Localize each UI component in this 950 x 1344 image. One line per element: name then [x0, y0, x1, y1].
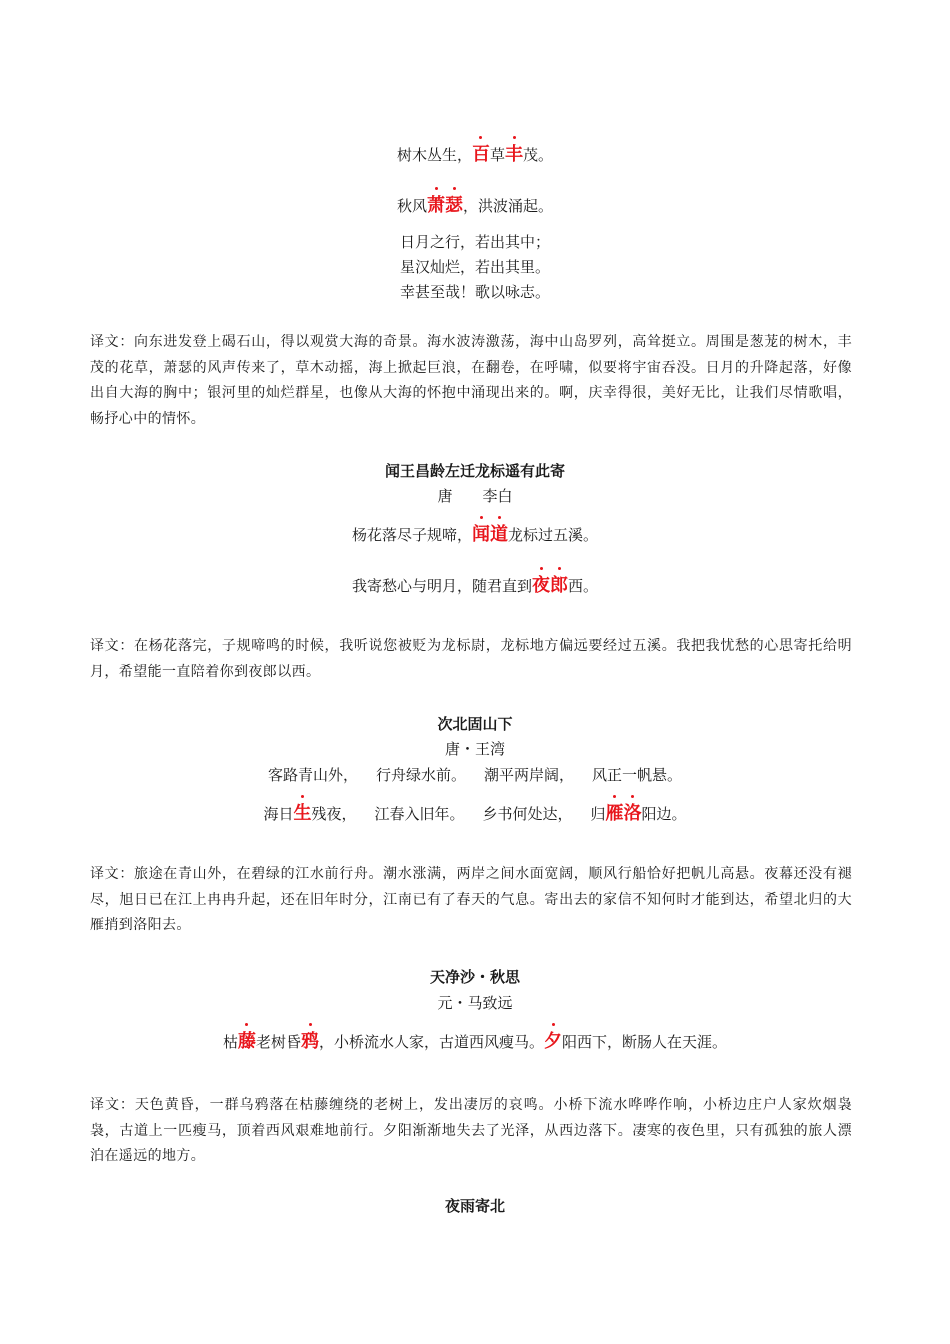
poem1-translation: 译文：向东进发登上碣石山，得以观赏大海的奇景。海水波涛激荡，海中山岛罗列，高耸挺立。周围是葱茏的树木，丰茂的花草，萧瑟的风声传来了，草木动摇，海上掀起巨浪，在翻卷，在呼啸，似要将宇宙吞没。日月的升降起落，好像出自大海的胸中；银河里的灿烂群星，也像从大海的怀抱中涌现出来的。啊，庆幸得很，美好无比，让我们尽情歌唱，畅抒心中的情怀。	[90, 334, 852, 427]
emphasis-dot	[479, 136, 482, 139]
text-segment: 客路青山外，	[267, 766, 358, 784]
emphasis-dot	[613, 795, 616, 798]
emphasis-text: 生	[293, 803, 312, 824]
emphasis-dot	[540, 567, 543, 570]
emphasis-dot	[498, 516, 501, 519]
poem3-byline: 唐・王湾	[444, 740, 505, 758]
emphasis-dot	[513, 136, 516, 139]
emphasis-dot	[309, 1023, 312, 1026]
text-segment: 残夜，	[311, 805, 357, 823]
text-segment: 江春入旧年。	[374, 805, 465, 823]
poem3-title: 次北固山下	[437, 715, 513, 733]
text-segment: 秋风	[396, 197, 427, 215]
emphasis-text: 闻	[472, 524, 490, 545]
poem2-dynasty: 唐	[437, 487, 453, 505]
text-segment: 老树昏	[255, 1033, 301, 1051]
emphasis-dot	[558, 567, 561, 570]
emphasis-text: 夕	[544, 1031, 563, 1052]
poem4-byline: 元・马致远	[437, 994, 513, 1012]
poem1-line4: 星汉灿烂，若出其里。	[399, 258, 550, 276]
poem2-line2	[0, 576, 950, 596]
emphasis-char	[490, 525, 508, 545]
text-segment: 阳西下，断肠人在天涯。	[562, 1033, 728, 1051]
emphasis-char	[427, 196, 445, 216]
poem4-translation: 译文：天色黄昏，一群乌鸦落在枯藤缠绕的老树上，发出凄厉的哀鸣。小桥下流水哗哗作响，小桥边庄户人家炊烟袅袅，古道上一匹瘦马，顶着西风艰难地前行。夕阳渐渐地失去了光泽，从西边落下。凄寒的夜色里，只有孤独的旅人漂泊在遥远的地方。	[90, 1097, 852, 1164]
text-segment: 茂。	[523, 146, 554, 164]
poem4-title: 天净沙・秋思	[429, 968, 520, 986]
emphasis-text: 雁	[605, 803, 624, 824]
emphasis-text: 鸦	[301, 1031, 319, 1052]
emphasis-text: 百	[471, 144, 490, 165]
text-segment: 海日	[263, 805, 294, 823]
text-segment: 乡书何处达，	[482, 805, 573, 823]
poem1-line3: 日月之行，若出其中；	[399, 233, 550, 251]
text-segment: 草	[489, 146, 505, 164]
poem3-translation: 译文：旅途在青山外，在碧绿的江水前行舟。潮水涨满，两岸之间水面宽阔，顺风行船恰好把帆儿高悬。夜幕还没有褪尽，旭日已在江上冉冉升起，还在旧年时分，江南已有了春天的气息。寄出去的家信不知何时才能到达，希望北归的大雁捎到洛阳去。	[90, 866, 852, 933]
text-segment: 龙标过五溪。	[508, 526, 599, 544]
emphasis-char	[606, 804, 624, 824]
text-segment: 阳边。	[641, 805, 687, 823]
poem2-byline	[0, 486, 950, 506]
emphasis-dot	[301, 795, 304, 798]
poem2-author: 李白	[482, 487, 513, 505]
emphasis-dot	[245, 1023, 248, 1026]
emphasis-char	[624, 804, 642, 824]
poem1-line1	[0, 145, 950, 165]
emphasis-char	[445, 196, 463, 216]
text-segment: 风正一帆悬。	[592, 766, 683, 784]
emphasis-dot	[480, 516, 483, 519]
text-segment: 我寄愁心与明月，随君直到	[351, 577, 532, 595]
emphasis-char	[472, 525, 490, 545]
text-segment: ，小桥流水人家，古道西风瘦马。	[319, 1033, 545, 1051]
poem1-line5: 幸甚至哉！歌以咏志。	[399, 283, 550, 301]
emphasis-char	[301, 1032, 319, 1052]
emphasis-char	[293, 804, 311, 824]
emphasis-text: 藤	[237, 1031, 256, 1052]
poem3-line2	[0, 804, 950, 824]
emphasis-char	[550, 576, 568, 596]
poem1-line2	[0, 196, 950, 216]
emphasis-char	[532, 576, 550, 596]
emphasis-char	[505, 145, 523, 165]
poem4-line1	[0, 1032, 950, 1052]
poem2-line1	[0, 525, 950, 545]
emphasis-char	[238, 1032, 256, 1052]
emphasis-dot	[552, 1023, 555, 1026]
poem5-title: 夜雨寄北	[444, 1197, 505, 1215]
emphasis-text: 洛	[623, 803, 642, 824]
emphasis-text: 夜	[532, 575, 550, 596]
emphasis-text: 瑟	[445, 195, 463, 216]
text-segment: 树木丛生，	[396, 146, 472, 164]
poem2-title: 闻王昌龄左迁龙标遥有此寄	[384, 462, 565, 480]
text-segment: ，洪波涌起。	[463, 197, 554, 215]
text-segment: 归	[590, 805, 606, 823]
text-segment: 西。	[568, 577, 599, 595]
text-segment: 潮平两岸阔，	[484, 766, 575, 784]
emphasis-char	[472, 145, 490, 165]
emphasis-text: 郎	[550, 575, 568, 596]
emphasis-dot	[435, 187, 438, 190]
emphasis-text: 萧	[427, 195, 445, 216]
poem3-line1	[0, 765, 950, 785]
text-segment: 行舟绿水前。	[375, 766, 466, 784]
emphasis-text: 丰	[505, 144, 523, 165]
emphasis-dot	[453, 187, 456, 190]
emphasis-dot	[631, 795, 634, 798]
text-segment: 枯	[222, 1033, 238, 1051]
text-segment: 杨花落尽子规啼，	[351, 526, 472, 544]
emphasis-char	[544, 1032, 562, 1052]
poem2-translation: 译文：在杨花落完，子规啼鸣的时候，我听说您被贬为龙标尉，龙标地方偏远要经过五溪。我把我忧愁的心思寄托给明月，希望能一直陪着你到夜郎以西。	[90, 638, 852, 680]
emphasis-text: 道	[490, 524, 508, 545]
